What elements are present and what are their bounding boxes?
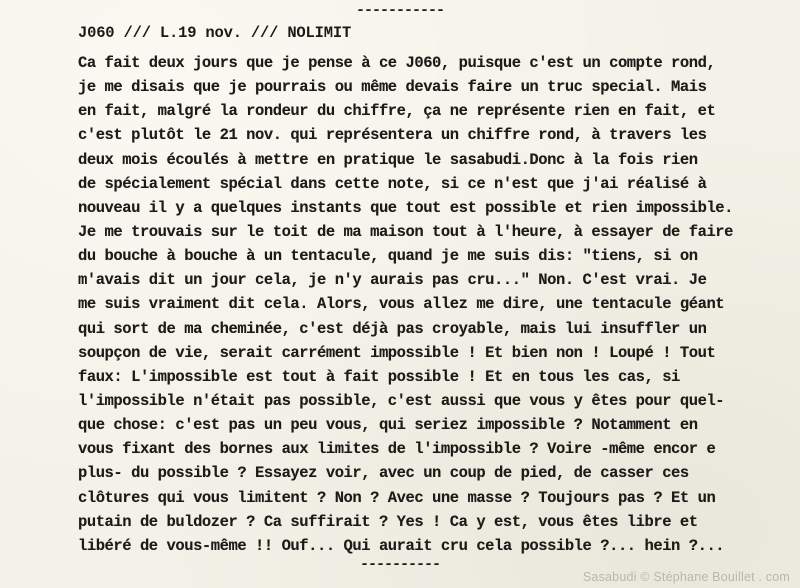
text-line: deux mois écoulés à mettre en pratique le sasabudi.Donc à la fois rien [78, 150, 698, 169]
text-line: que chose: c'est pas un peu vous, qui seriez impossible ? Notamment en [78, 416, 698, 435]
text-line: soupçon de vie, serait carrément impossible ! Et bien non ! Loupé ! Tout [78, 343, 716, 362]
note-heading: J060 /// L.19 nov. /// NOLIMIT [78, 24, 352, 42]
separator-top: ----------- [355, 2, 445, 19]
separator-bottom: ---------- [359, 556, 440, 573]
text-line: putain de buldozer ? Ca suffirait ? Yes ! Ca y est, vous êtes libre et [78, 512, 698, 531]
text-line: libéré de vous-même !! Ouf... Qui aurait cru cela possible ?... hein ?... [78, 536, 725, 555]
text-line: plus- du possible ? Essayez voir, avec un coup de pied, de casser ces [78, 464, 689, 483]
text-line: qui sort de ma cheminée, c'est déjà pas croyable, mais lui insuffler un [78, 319, 707, 338]
text-line: c'est plutôt le 21 nov. qui représentera un chiffre rond, à travers les [78, 126, 707, 145]
text-line: faux: L'impossible est tout à fait possible ! Et en tous les cas, si [78, 367, 680, 386]
text-line: Je me trouvais sur le toit de ma maison tout à l'heure, à essayer de faire [78, 222, 734, 241]
text-line: je me disais que je pourrais ou même devais faire un truc special. Mais [78, 78, 707, 97]
text-line: clôtures qui vous limitent ? Non ? Avec une masse ? Toujours pas ? Et un [78, 488, 716, 507]
text-line: nouveau il y a quelques instants que tout est possible et rien impossible. [78, 198, 734, 217]
text-line: l'impossible n'était pas possible, c'est aussi que vous y êtes pour quel- [78, 391, 725, 410]
text-line: en fait, malgré la rondeur du chiffre, ça ne représente rien en fait, et [78, 102, 716, 121]
text-line: vous fixant des bornes aux limites de l'impossible ? Voire -même encor e [78, 440, 716, 459]
text-line: de spécialement spécial dans cette note, si ce n'est que j'ai réalisé à [78, 174, 707, 193]
text-line: Ca fait deux jours que je pense à ce J060, puisque c'est un compte rond, [78, 54, 716, 72]
text-line: me suis vraiment dit cela. Alors, vous allez me dire, une tentacule géant [78, 295, 725, 314]
note-body [78, 51, 794, 558]
text-line: du bouche à bouche à un tentacule, quand je me suis dis: "tiens, si on [78, 247, 698, 266]
text-line: m'avais dit un jour cela, je n'y aurais pas cru..." Non. C'est vrai. Je [78, 271, 707, 290]
copyright-watermark: Sasabudi © Stéphane Bouillet . com [582, 570, 790, 584]
